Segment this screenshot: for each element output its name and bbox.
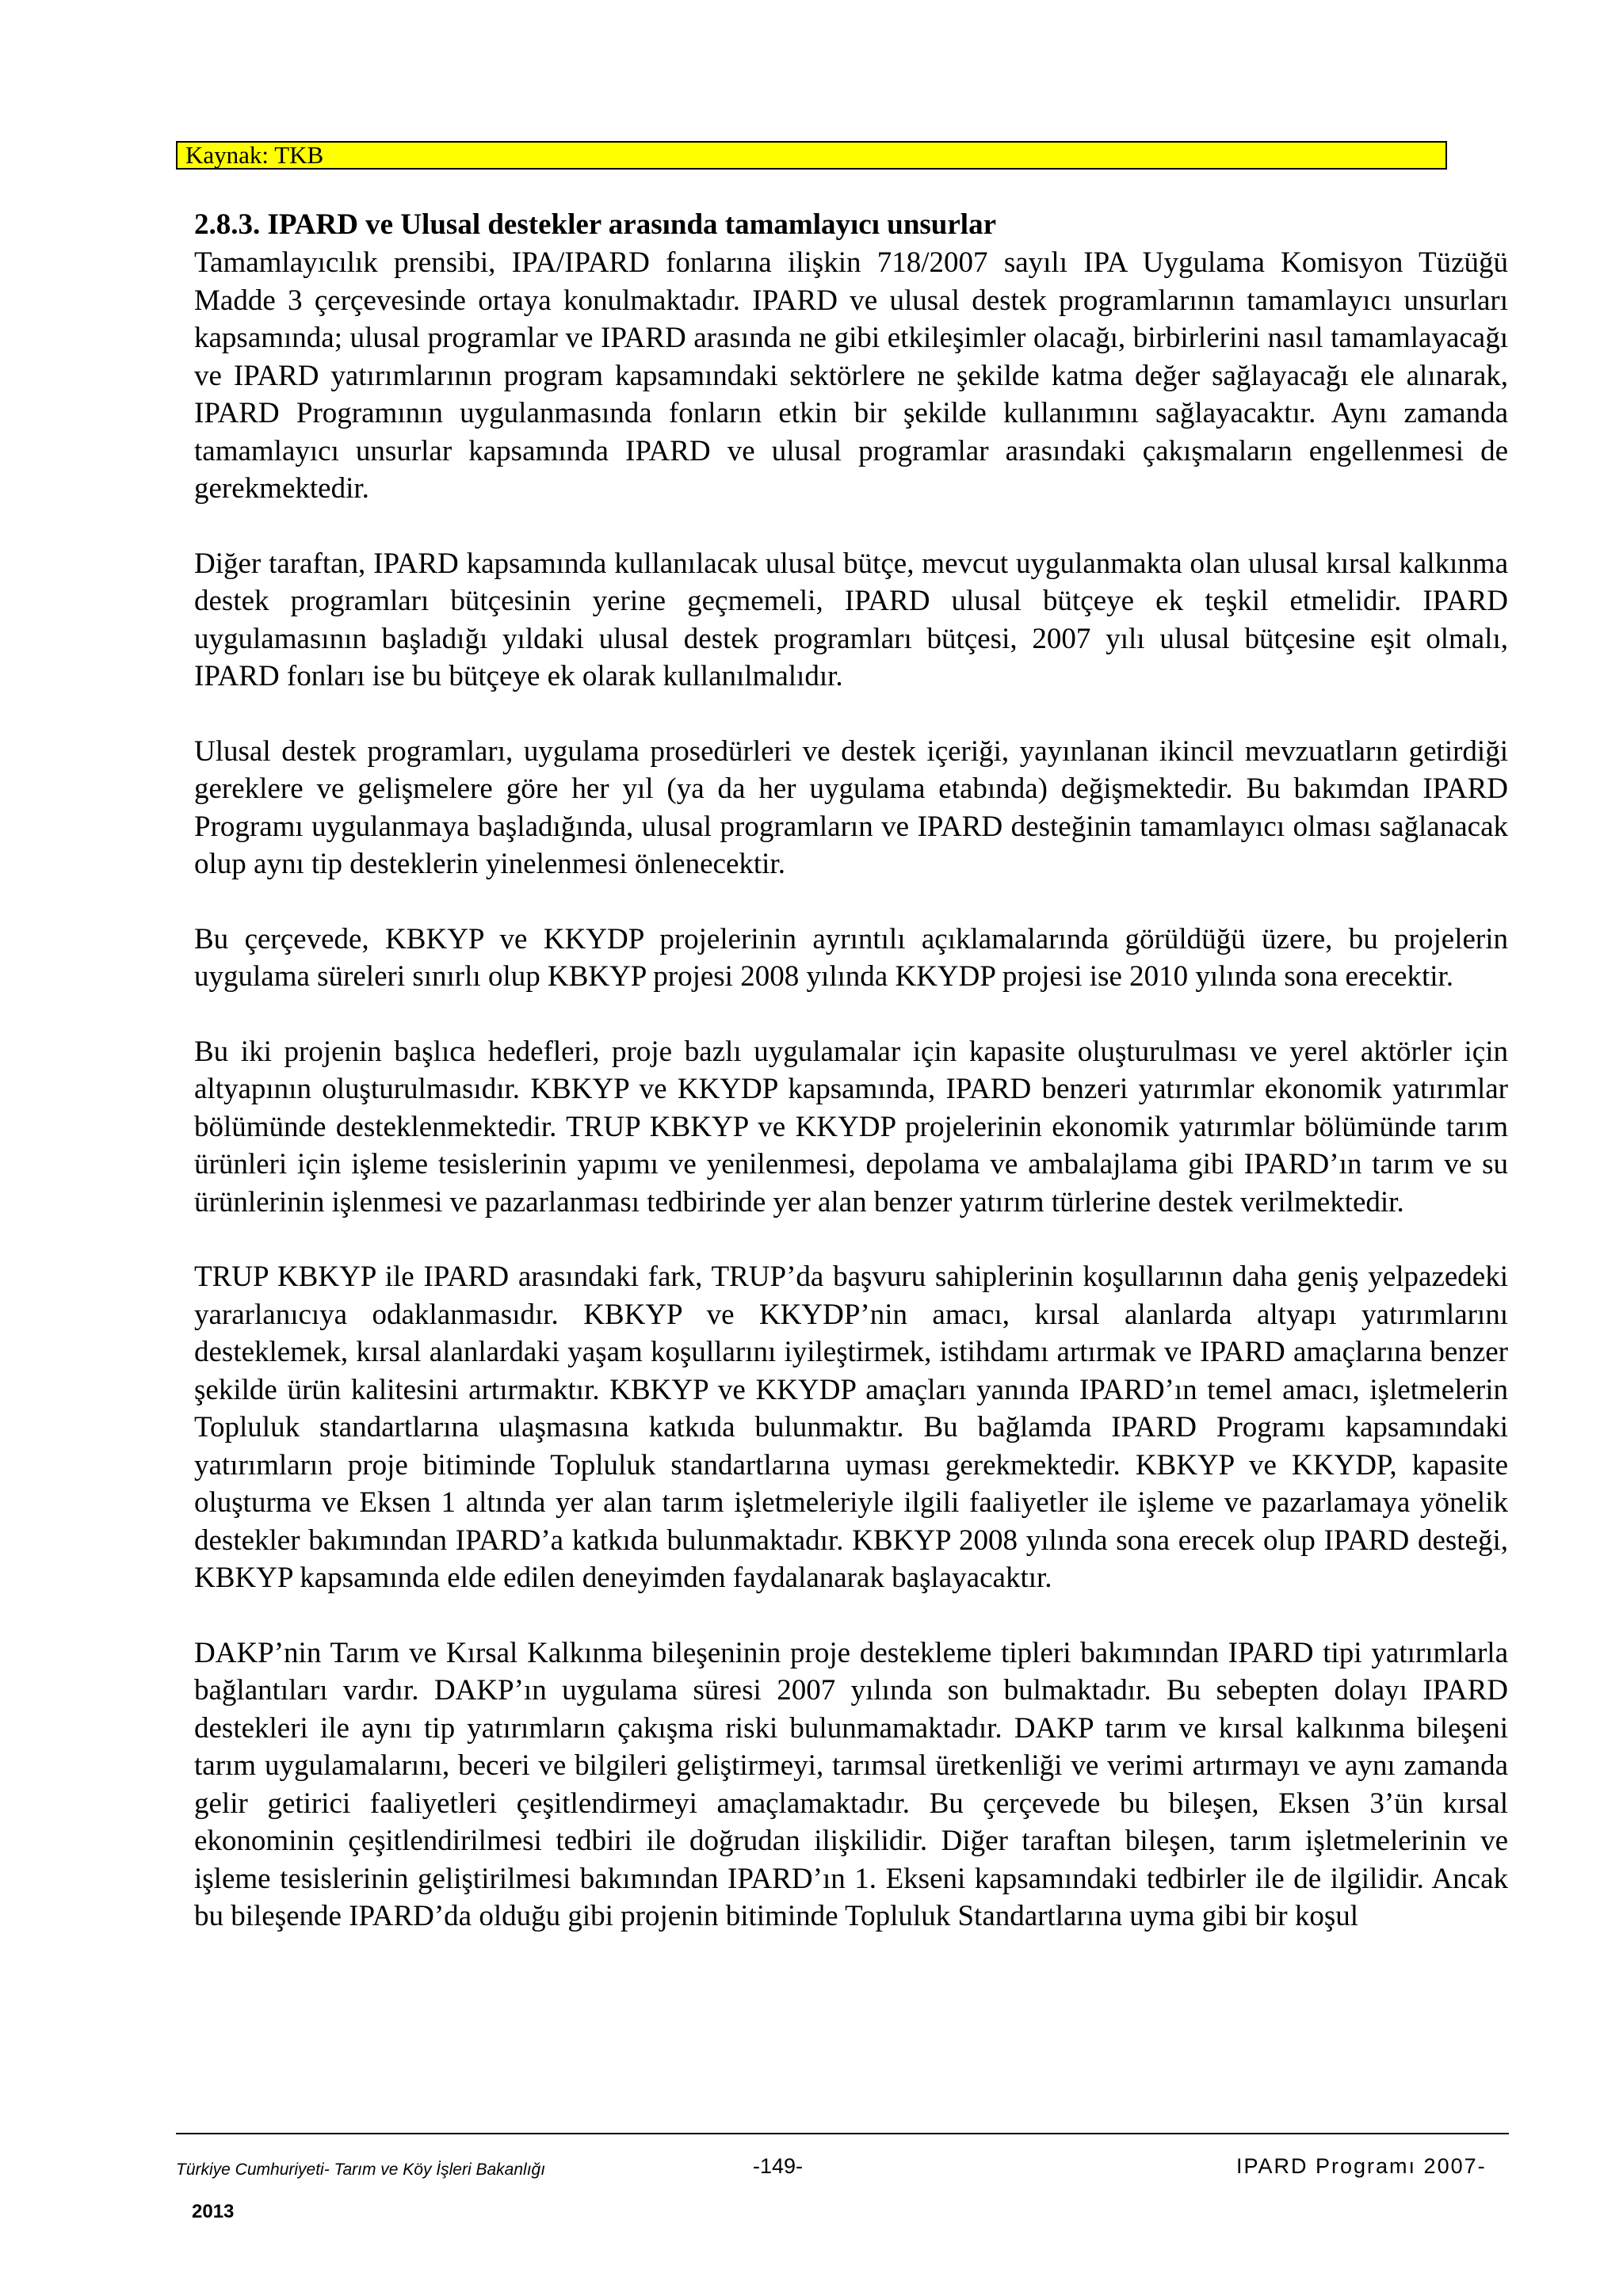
footer-divider: [176, 2133, 1509, 2134]
paragraph: Diğer taraftan, IPARD kapsamında kullanılacak ulusal bütçe, mevcut uygulanmakta olan ulusal kırsal kalkınma destek programları bütçesinin yerine geçmemeli, IPARD ulusal bütçeye ek teşkil etmelidir. IPARD uygulamasının başladığı yıldaki ulusal destek programları bütçesi, 2007 yılı ulusal bütçesine eşit olmalı, IPARD fonları ise bu bütçeye ek olarak kullanılmalıdır.: [194, 547, 1508, 692]
footer-program: IPARD Programı 2007-: [1236, 2154, 1487, 2178]
paragraph: Bu iki projenin başlıca hedefleri, proje bazlı uygulamalar için kapasite oluşturulması ve yerel aktörler için altyapının oluşturulmasıdır. KBKYP ve KKYDP kapsamında, IPARD benzeri yatırımlar ekonomik yatırımlar bölümünde desteklenmektedir. TRUP KBKYP ve KKYDP projelerinin ekonomik yatırımlar bölümünde tarım ürünleri için işleme tesislerinin yapımı ve yenilenmesi, depolama ve ambalajlama gibi IPARD’ın tarım ve su ürünlerinin işlenmesi ve pazarlanması tedbirinde yer alan benzer yatırım türlerine destek verilmektedir.: [194, 1035, 1508, 1219]
main-content: [194, 206, 1508, 1936]
paragraph: DAKP’nin Tarım ve Kırsal Kalkınma bileşeninin proje destekleme tipleri bakımından IPARD tipi yatırımlarla bağlantıları vardır. DAKP’ın uygulama süresi 2007 yılında son bulmaktadır. Bu sebepten dolayı IPARD destekleri ile aynı tip yatırımların çakışma riski bulunmamaktadır. DAKP tarım ve kırsal kalkınma bileşeni tarım uygulamalarını, beceri ve bilgileri geliştirmeyi, tarımsal üretkenliği ve verimi artırmayı ve aynı zamanda gelir getirici faaliyetleri çeşitlendirmeyi amaçlamaktadır. Bu çerçevede bu bileşen, Eksen 3’ün kırsal ekonominin çeşitlendirilmesi tedbiri ile doğrudan ilişkilidir. Diğer taraftan bileşen, tarım işletmelerinin ve işleme tesislerinin geliştirilmesi bakımından IPARD’ın 1. Ekseni kapsamındaki tedbirler ile de ilgilidir. Ancak bu bileşende IPARD’da olduğu gibi projenin bitiminde Topluluk Standartlarına uyma gibi bir koşul: [194, 1636, 1508, 1932]
paragraph: Ulusal destek programları, uygulama prosedürleri ve destek içeriği, yayınlanan ikincil mevzuatların getirdiği gereklere ve gelişmelere göre her yıl (ya da her uygulama etabında) değişmektedir. Bu bakımdan IPARD Programı uygulanmaya başladığında, ulusal programların ve IPARD desteğinin tamamlayıcı olması sağlanacak olup aynı tip desteklerin yinelenmesi önlenecektir.: [194, 734, 1508, 880]
footer-year: 2013: [192, 2201, 235, 2222]
footer-ministry: Türkiye Cumhuriyeti- Tarım ve Köy İşleri Bakanlığı: [176, 2161, 546, 2179]
paragraph: Tamamlayıcılık prensibi, IPA/IPARD fonlarına ilişkin 718/2007 sayılı IPA Uygulama Komisyon Tüzüğü Madde 3 çerçevesinde ortaya konulmaktadır. IPARD ve ulusal destek programlarının tamamlayıcı unsurları kapsamında; ulusal programlar ve IPARD arasında ne gibi etkileşimler olacağı, birbirlerini nasıl tamamlayacağı ve IPARD yatırımlarının program kapsamındaki sektörlere ne şekilde katma değer sağlayacağı ele alınarak, IPARD Programının uygulanmasında fonların etkin bir şekilde kullanımını sağlayacaktır. Aynı zamanda tamamlayıcı unsurlar kapsamında IPARD ve ulusal programlar arasındaki çakışmaların engellenmesi de gerekmektedir.: [194, 246, 1508, 505]
paragraph: Bu çerçevede, KBKYP ve KKYDP projelerinin ayrıntılı açıklamalarında görüldüğü üzere, bu projelerin uygulama süreleri sınırlı olup KBKYP projesi 2008 yılında KKYDP projesi ise 2010 yılında sona erecektir.: [194, 922, 1508, 993]
paragraph: TRUP KBKYP ile IPARD arasındaki fark, TRUP’da başvuru sahiplerinin koşullarının daha geniş yelpazedeki yararlanıcıya odaklanmasıdır. KBKYP ve KKYDP’nin amacı, kırsal alanlarda altyapı yatırımlarını desteklemek, kırsal alanlardaki yaşam koşullarını iyileştirmek, istihdamı artırmak ve IPARD amaçlarına benzer şekilde ürün kalitesini artırmaktır. KBKYP ve KKYDP amaçları yanında IPARD’ın temel amacı, işletmelerin Topluluk standartlarına ulaşmasına katkıda bulunmaktır. Bu bağlamda IPARD Programı kapsamındaki yatırımların proje bitiminde Topluluk standartlarına uyması gerekmektedir. KBKYP ve KKYDP, kapasite oluşturma ve Eksen 1 altında yer alan tarım işletmeleriyle ilgili faaliyetler ile işleme ve pazarlamaya yönelik destekler bakımından IPARD’a katkıda bulunmaktadır. KBKYP 2008 yılında sona erecek olup IPARD desteği, KBKYP kapsamında elde edilen deneyimden faydalanarak başlayacaktır.: [194, 1261, 1508, 1594]
source-label: Kaynak: TKB: [176, 141, 1447, 170]
section-title: 2.8.3. IPARD ve Ulusal destekler arasında tamamlayıcı unsurlar: [194, 208, 997, 241]
footer-page-number: -149-: [753, 2154, 804, 2178]
